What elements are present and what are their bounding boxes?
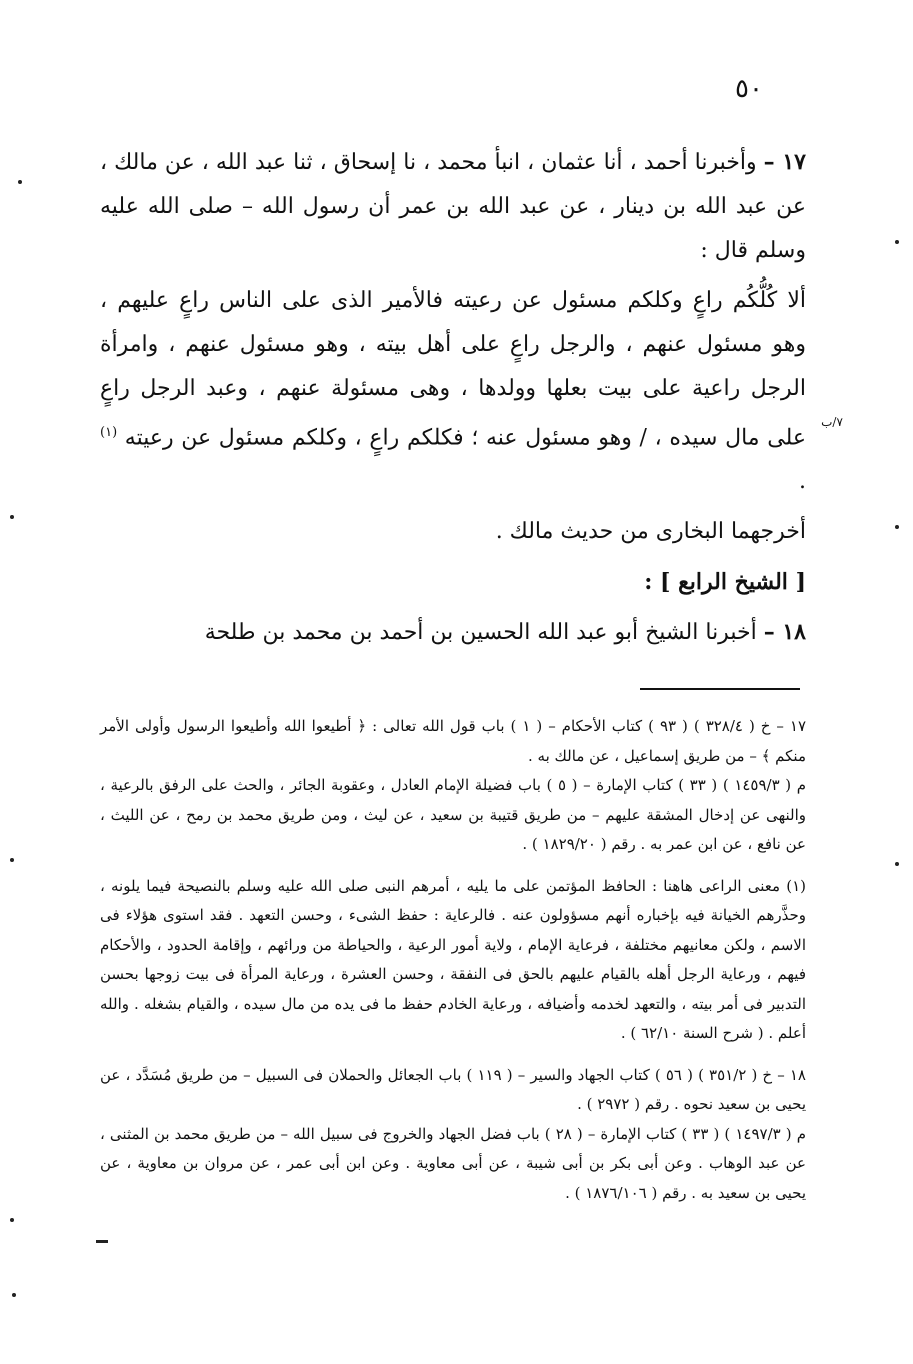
scan-speck [895, 862, 899, 866]
scan-speck [10, 1218, 14, 1222]
footnote-1-explanation: (١) معنى الراعى هاهنا : الحافظ المؤتمن على ما يليه ، أمرهم النبى صلى الله عليه وسلم بالنصيحة فيما يلونه ، وحذَّرهم الخيانة فيه بإخباره أنهم مسؤولون عنه . فالرعاية : حفظ الشىء ، وحسن التعهد . فقد استوى هؤلاء فى الاسم ، ولكن معانيهم مختلفة ، فرعاية الإمام ، ولاية أمور الرعية ، والحياطة من ورائهم ، وإقامة الحدود ، والأحكام فيهم ، ورعاية الرجل أهله بالقيام عليهم بالحق فى النفقة ، وحسن العشرة ، ورعاية المرأة فى بيت زوجها بحسن التدبير فى أمر بيته ، والتعهد لخدمه وأضيافه ، ورعاية الخادم حفظ ما فى يده من مال سيده ، والقيام بشغله . والله أعلم . ( شرح السنة ٦٢/١٠ ) . [100, 876, 806, 1042]
footnote-18-bukhari: ١٨ – خ ( ٣٥١/٢ ) ( ٥٦ ) كتاب الجهاد والسير – ( ١١٩ ) باب الجعائل والحملان فى السبيل – من طريق مُسَدَّد ، عن يحيى بن سعيد نحوه . رقم ( ٢٩٧٢ ) . [100, 1065, 806, 1113]
hadith-17-isnad-line2: عن مالك ، عن عبد الله بن دينار ، عن عبد الله بن عمر أن رسول الله – صلى الله عليه وسلم قال : [100, 150, 806, 263]
page-number: ٥٠ [735, 74, 763, 104]
footnotes [100, 712, 806, 1208]
hadith-17-end-mark: . [799, 469, 806, 495]
footnote-marker-1: (١) [100, 425, 118, 440]
footnote-separator [640, 688, 800, 690]
hadith-17-matn [100, 279, 806, 504]
takhrij-note: أخرجهما البخارى من حديث مالك . [495, 519, 806, 545]
hadith-17-isnad [100, 140, 806, 273]
hadith-18 [100, 610, 806, 655]
hadith-18-text: أخبرنا الشيخ أبو عبد الله الحسين بن أحمد بن محمد بن طلحة [204, 620, 757, 646]
hadith-18-number: ١٨ – [763, 619, 806, 646]
scan-speck [10, 858, 14, 862]
scan-speck [10, 515, 14, 519]
footnote-18-muslim: م ( ١٤٩٧/٣ ) ( ٣٣ ) كتاب الإمارة – ( ٢٨ ) باب فضل الجهاد والخروج فى سبيل الله – من طريق محمد بن المثنى ، عن عبد الوهاب . وعن أبى بكر بن أبى شيبة ، عن أبى معاوية . وعن ابن أبى عمر ، عن مروان بن معاوية ، عن يحيى بن سعيد به . رقم ( ١٨٧٦/١٠٦ ) . [100, 1124, 806, 1202]
footnote-17-bukhari: ١٧ – خ ( ٣٢٨/٤ ) ( ٩٣ ) كتاب الأحكام – ( ١ ) باب قول الله تعالى : ﴿ أطيعوا الله وأطيعوا الرسول وأولى الأمر منكم ﴾ – من طريق إسماعيل ، عن مالك به . [100, 717, 807, 765]
hadith-17-number: ١٧ – [763, 149, 806, 175]
scan-speck [18, 180, 22, 184]
section-heading: [ الشيخ الرابع ] : [644, 569, 806, 596]
main-text [100, 140, 806, 655]
hadith-17-isnad-line1: وأخبرنا أحمد ، أنا عثمان ، انبأ محمد ، نا إسحاق ، ثنا عبد الله ، [201, 150, 757, 175]
footnote-17-muslim: م ( ١٤٥٩/٣ ) ( ٣٣ ) كتاب الإمارة – ( ٥ ) باب فضيلة الإمام العادل ، وعقوبة الجائر ، والحث على الرفق بالرعية ، والنهى عن إدخال المشقة عليهم – من طريق قتيبة بن سعيد ، عن ليث ، ومن طريق محمد بن رمح ، عن الليث ، عن نافع ، عن ابن عمر به . رقم ( ١٨٢٩/٢٠ ) . [100, 776, 807, 853]
scan-speck [12, 1293, 16, 1297]
manuscript-folio-note: ٧/ب [821, 415, 843, 429]
scan-mark [96, 1240, 108, 1243]
scan-speck [895, 525, 899, 529]
scan-speck [895, 240, 899, 244]
hadith-17-matn-text: ألا كُلُّكُم راعٍ وكلكم مسئول عن رعيته فالأمير الذى على الناس راعٍ عليهم ، وهو مسئول عنهم ، والرجل راعٍ على أهل بيته ، وهو مسئول عنهم ، وامرأة الرجل راعية على بيت بعلها وولدها ، وهى مسئولة عنهم ، وعبد الرجل راعٍ على مال سيده ، / وهو مسئول عنه ؛ فكلكم راعٍ ، وكلكم مسئول عن رعيته [100, 288, 806, 451]
